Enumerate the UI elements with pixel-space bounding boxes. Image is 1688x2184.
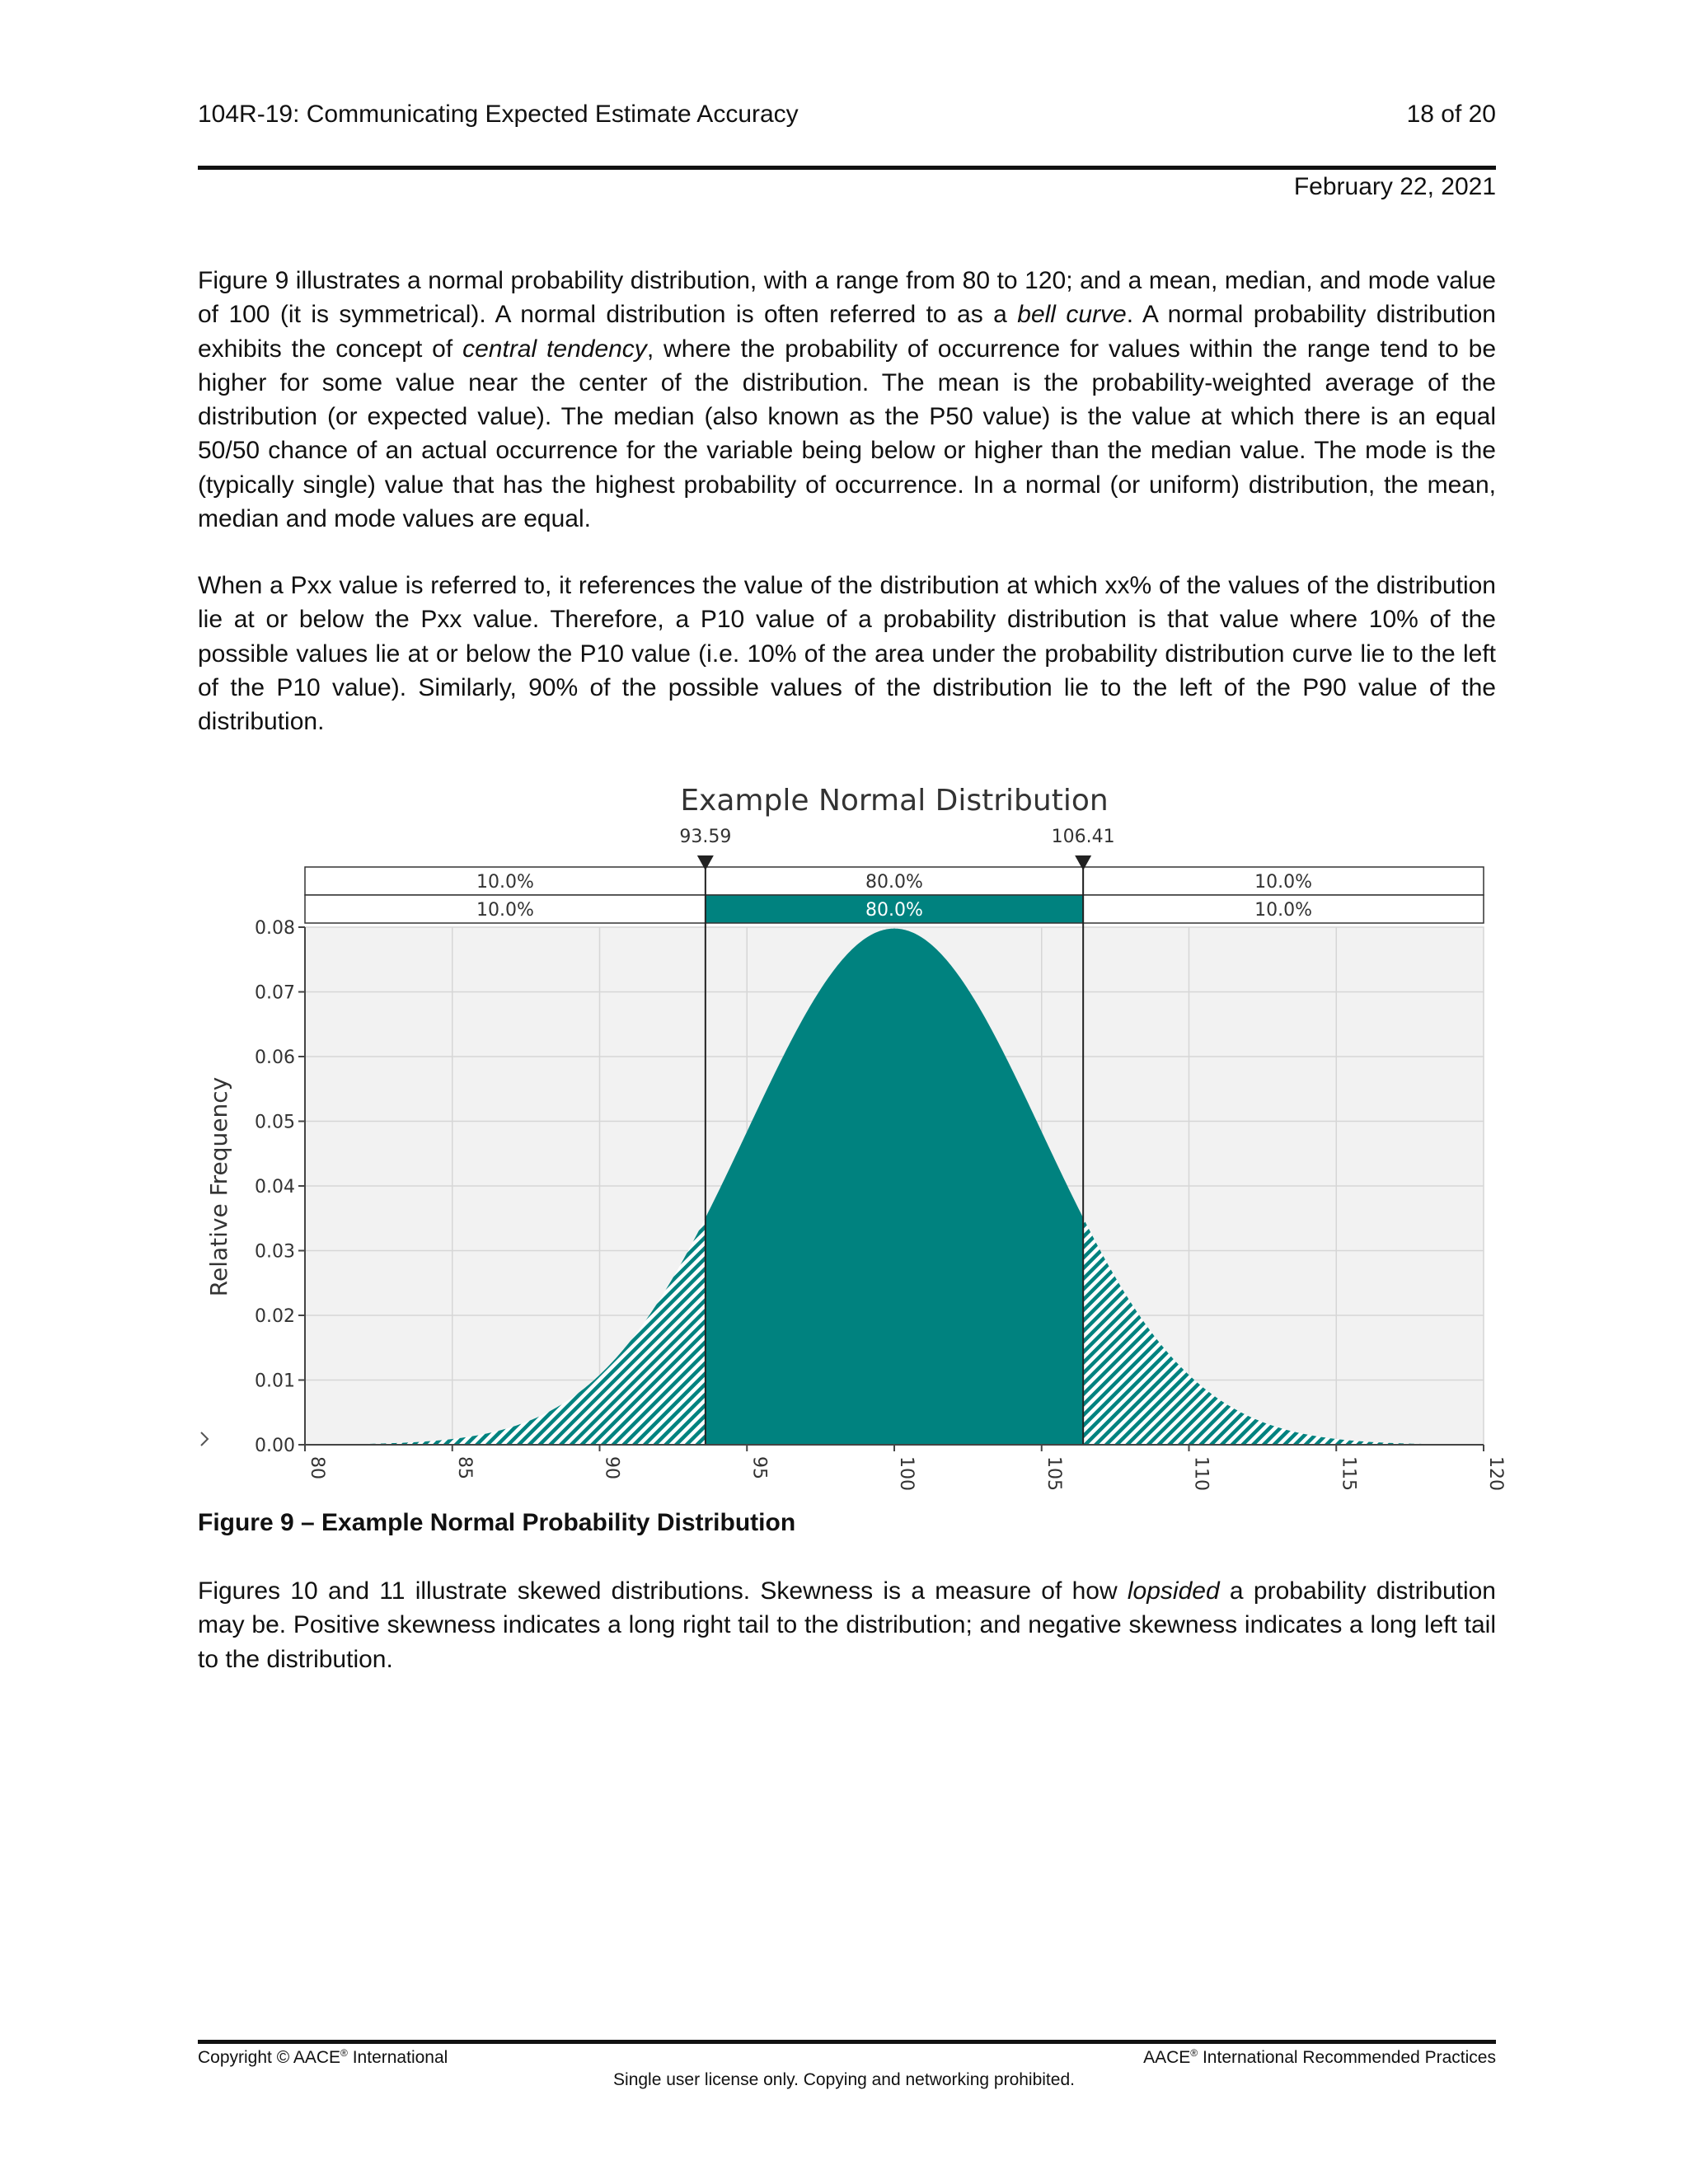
y-tick-label: 0.05 (255, 1112, 295, 1133)
y-axis-label: Relative Frequency (205, 1076, 232, 1297)
paragraph-skewness (198, 1574, 1496, 1676)
footer-copyright (198, 2047, 448, 2068)
footer-publication (1143, 2047, 1496, 2068)
x-tick-label: 120 (1485, 1456, 1506, 1491)
x-tick-label: 100 (896, 1456, 917, 1491)
paragraph-normal-distribution (198, 264, 1496, 536)
paragraph-text: Figures 10 and 11 illustrate skewed distributions. Skewness is a measure of how (198, 1577, 1128, 1605)
y-tick-label: 0.00 (255, 1436, 295, 1456)
registered-mark: ® (340, 2047, 348, 2059)
emphasis-central-tendency: central tendency (462, 335, 647, 363)
publication-text: International Recommended Practices (1198, 2048, 1496, 2067)
y-tick-label: 0.02 (255, 1306, 295, 1327)
y-tick-label: 0.03 (255, 1241, 295, 1263)
page-number: 18 of 20 (1406, 101, 1496, 128)
x-tick-label: 90 (601, 1456, 622, 1479)
x-tick-label: 80 (307, 1456, 327, 1479)
x-tick-label: 110 (1190, 1456, 1212, 1491)
marker-value-label: 106.41 (1051, 827, 1115, 847)
paragraph-text: . A normal probability distribution exhibits the concept of (198, 301, 1496, 363)
emphasis-lopsided: lopsided (1127, 1577, 1220, 1605)
paragraph-pxx-values: When a Pxx value is referred to, it references the value of the distribution at which xx% of the values of the distribution lie at or below the Pxx value. Therefore, a P10 value of a probability distribution is that value where 10% of the possible values lie at or below the P10 value (i.e. 10% of the area under the probability distribution curve lie to the left of the P10 value). Similarly, 90% of the possible values of the distribution lie to the left of the P90 value of the distribution. (198, 572, 1496, 736)
publication-text: AACE (1143, 2048, 1191, 2067)
paragraph-text: , where the probability of occurrence for values within the range tend to be higher for some value near the center of the distribution. The mean is the probability-weighted average of the distribution (or expected value). The median (also known as the P50 value) is the value at which there is an equal 50/50 chance of an actual occurrence for the variable being below or higher than the median value. The mode is the (typically single) value that has the highest probability of occurrence. In a normal (or uniform) distribution, the mean, median and mode values are equal. (198, 335, 1497, 533)
y-tick-label: 0.06 (255, 1047, 295, 1068)
x-tick-label: 85 (453, 1456, 475, 1479)
y-tick-label: 0.07 (255, 982, 295, 1004)
document-title: 104R-19: Communicating Expected Estimate Accuracy (198, 101, 799, 128)
document-date: February 22, 2021 (1293, 173, 1496, 200)
copyright-text: Copyright © AACE (198, 2048, 341, 2067)
normal-distribution-chart (190, 775, 1508, 1500)
band-label: 10.0% (476, 872, 534, 893)
header-rule (198, 166, 1496, 170)
x-tick-label: 105 (1043, 1456, 1064, 1491)
y-tick-label: 0.01 (255, 1371, 295, 1392)
copyright-text: International (347, 2048, 448, 2067)
band-label: 10.0% (1254, 872, 1313, 893)
y-tick-label: 0.08 (255, 918, 295, 939)
registered-mark: ® (1190, 2047, 1198, 2059)
x-tick-label: 115 (1338, 1456, 1359, 1491)
footer-license: Single user license only. Copying and networking prohibited. (613, 2070, 1075, 2089)
chevron-right-icon (201, 1432, 208, 1446)
band-label: 80.0% (865, 900, 923, 921)
marker-value-label: 93.59 (679, 827, 732, 847)
band-label: 10.0% (1254, 900, 1313, 921)
figure-caption: Figure 9 – Example Normal Probability Distribution (198, 1509, 796, 1536)
emphasis-bell-curve: bell curve (1017, 301, 1127, 329)
paragraph-text: Figure 9 illustrates a normal probability distribution, with a range from 80 to 120; and a mean, median, and mode value of 100 (it is symmetrical). A normal distribution is often referred to as a (198, 267, 1496, 329)
chart-title: Example Normal Distribution (680, 784, 1109, 818)
paragraph-text: a probability distribution may be. Positive skewness indicates a long right tail to the distribution; and negative skewness indicates a long left tail to the distribution. (198, 1577, 1496, 1673)
x-tick-label: 95 (748, 1456, 770, 1479)
footer-rule (198, 2040, 1496, 2044)
band-label: 10.0% (476, 900, 534, 921)
y-tick-label: 0.04 (255, 1177, 295, 1197)
band-label: 80.0% (865, 872, 923, 893)
